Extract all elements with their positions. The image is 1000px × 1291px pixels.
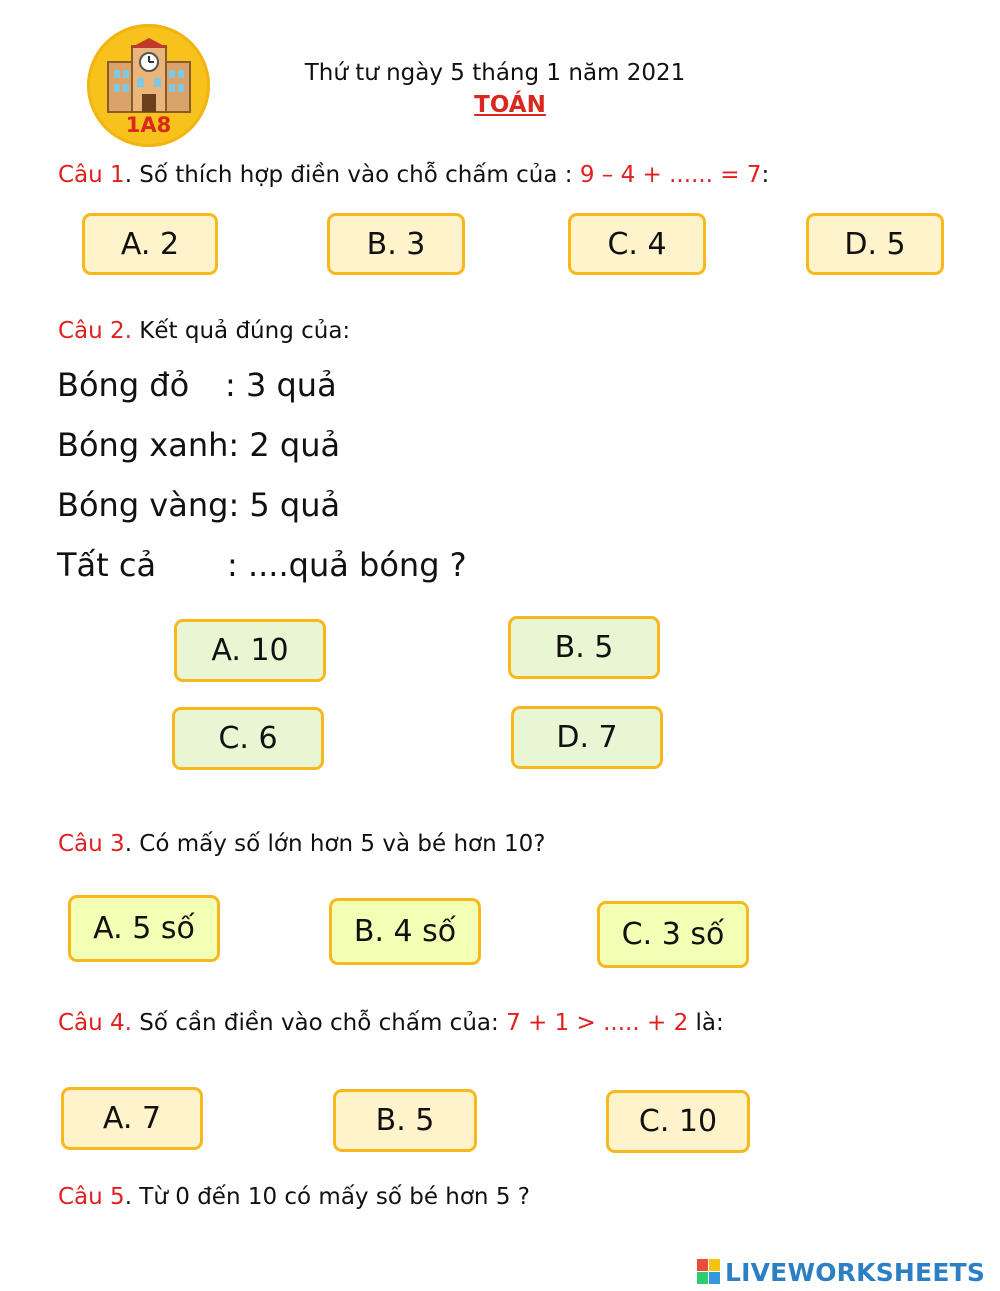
q2-option-a[interactable]: A. 10 [174,619,326,682]
question-1-tail: : [761,162,770,188]
q2-option-b[interactable]: B. 5 [508,616,660,679]
q1-option-a[interactable]: A. 2 [82,213,218,275]
q2-option-c[interactable]: C. 6 [172,707,324,770]
question-1-label: Câu 1 [58,162,125,188]
question-1-expression: 9 – 4 + ...... = 7 [579,162,762,188]
liveworksheets-logo-icon [697,1259,721,1285]
q1-option-d[interactable]: D. 5 [806,213,944,275]
question-4-text: Số cần điền vào chỗ chấm của: [132,1010,507,1036]
question-5 [58,1184,530,1210]
question-4-expression: 7 + 1 > ..... + 2 [506,1010,689,1036]
ball-line-total: Tất cả : ....quả bóng ? [57,546,467,584]
q3-option-a[interactable]: A. 5 số [68,895,220,962]
question-1-text: . Số thích hợp điền vào chỗ chấm của : [124,162,580,188]
q3-option-b[interactable]: B. 4 số [329,898,481,965]
q4-option-c[interactable]: C. 10 [606,1090,750,1153]
question-3-text: . Có mấy số lớn hơn 5 và bé hơn 10? [124,831,546,857]
question-2-label: Câu 2. [58,318,132,344]
q1-option-c[interactable]: C. 4 [568,213,706,275]
question-5-label: Câu 5 [58,1184,125,1210]
q1-option-b[interactable]: B. 3 [327,213,465,275]
q4-option-b[interactable]: B. 5 [333,1089,477,1152]
ball-line-blue: Bóng xanh: 2 quả [57,426,341,464]
ball-line-red: Bóng đỏ : 3 quả [57,366,337,404]
ball-line-yellow: Bóng vàng: 5 quả [57,486,341,524]
date-line: Thứ tư ngày 5 tháng 1 năm 2021 [304,60,686,86]
subject-title: TOÁN [474,92,546,118]
question-4-tail: là: [688,1010,724,1036]
question-4-label: Câu 4. [58,1010,132,1036]
q4-option-a[interactable]: A. 7 [61,1087,203,1150]
question-2-text: Kết quả đúng của: [132,318,351,344]
question-5-text: . Từ 0 đến 10 có mấy số bé hơn 5 ? [124,1184,530,1210]
logo-class-name: 1A8 [125,113,172,137]
brand-name: LIVEWORKSHEETS [725,1257,986,1287]
question-1 [58,162,769,188]
question-4 [58,1010,724,1036]
question-3-label: Câu 3 [58,831,125,857]
class-logo [87,24,210,147]
question-3 [58,831,545,857]
school-building-icon [104,38,194,114]
q3-option-c[interactable]: C. 3 số [597,901,749,968]
question-2 [58,318,350,344]
q2-option-d[interactable]: D. 7 [511,706,663,769]
liveworksheets-brand [697,1257,985,1287]
